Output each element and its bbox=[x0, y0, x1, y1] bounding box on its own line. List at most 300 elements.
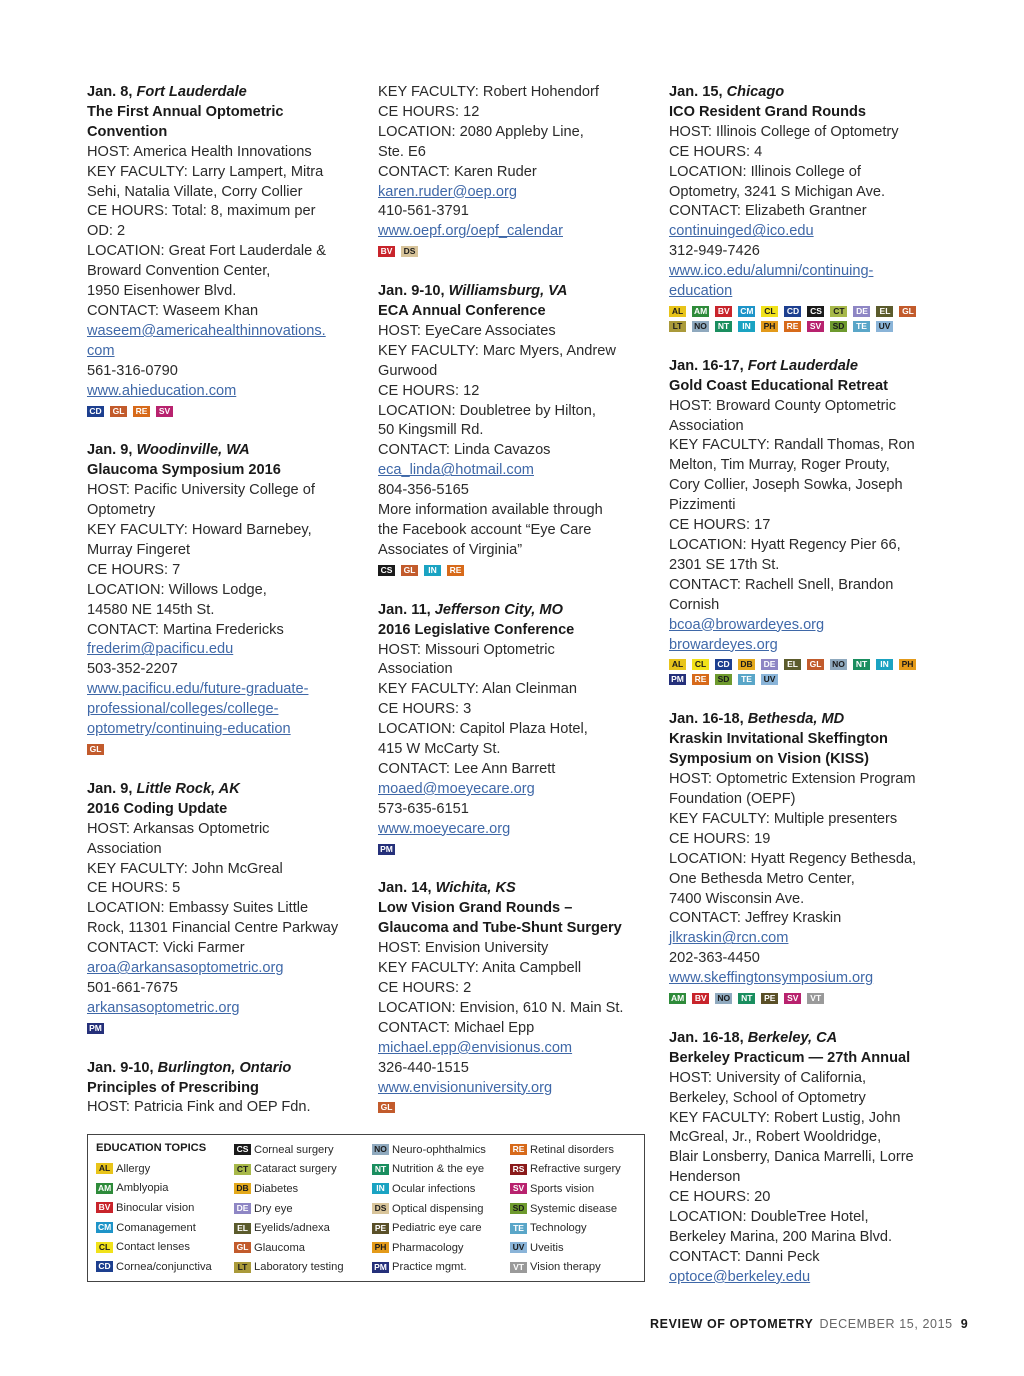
event-link[interactable]: moaed@moeyecare.org bbox=[378, 780, 535, 797]
event-listing bbox=[87, 1059, 357, 1119]
event-date: Jan. 16-17, Fort Lauderdale bbox=[669, 357, 858, 374]
event-location-city: Wichita, KS bbox=[435, 880, 516, 897]
topic-badges bbox=[669, 989, 929, 1009]
topic-badge-nt: NT bbox=[738, 993, 755, 1004]
topic-badges bbox=[87, 402, 347, 422]
event-title: Symposium on Vision (KISS) bbox=[669, 751, 870, 768]
event-link[interactable]: education bbox=[669, 283, 733, 300]
event-location-city: Bethesda, MD bbox=[747, 711, 845, 728]
event-title: ICO Resident Grand Rounds bbox=[669, 103, 867, 120]
event-detail: 1950 Eisenhower Blvd. bbox=[87, 283, 237, 300]
topic-badge-el: EL bbox=[876, 306, 893, 317]
event-detail: 415 W McCarty St. bbox=[378, 741, 501, 758]
topic-badge-bv: BV bbox=[378, 246, 395, 257]
event-detail: KEY FACULTY: Larry Lampert, Mitra bbox=[87, 163, 324, 180]
legend-item bbox=[372, 1179, 486, 1199]
event-detail: Association bbox=[87, 840, 162, 857]
event-title: Gold Coast Educational Retreat bbox=[669, 377, 888, 394]
legend-column bbox=[510, 1140, 621, 1277]
event-detail: CONTACT: Waseem Khan bbox=[87, 302, 259, 319]
legend-label: Neuro-ophthalmics bbox=[392, 1143, 486, 1156]
event-detail: Sehi, Natalia Villate, Corry Collier bbox=[87, 183, 303, 200]
legend-label: Optical dispensing bbox=[392, 1202, 484, 1215]
event-detail: KEY FACULTY: Marc Myers, Andrew bbox=[378, 342, 616, 359]
topic-badge-bv: BV bbox=[692, 993, 709, 1004]
topic-badge-gl: GL bbox=[378, 1102, 395, 1113]
legend-item bbox=[510, 1258, 621, 1278]
event-link[interactable]: eca_linda@hotmail.com bbox=[378, 462, 534, 479]
topic-badge-uv: UV bbox=[761, 674, 778, 685]
event-detail: Blair Lonsberry, Danica Marrelli, Lorre bbox=[669, 1149, 914, 1166]
topic-badge-gl: GL bbox=[807, 659, 824, 670]
topic-badge-ct: CT bbox=[234, 1164, 251, 1175]
event-detail: CONTACT: Martina Fredericks bbox=[87, 621, 284, 638]
event-detail: 326-440-1515 bbox=[378, 1059, 469, 1076]
event-listing bbox=[378, 83, 648, 262]
topic-badge-pe: PE bbox=[761, 993, 778, 1004]
event-detail: CONTACT: Karen Ruder bbox=[378, 163, 537, 180]
event-date: Jan. 14, Wichita, KS bbox=[378, 880, 516, 897]
topic-badge-ph: PH bbox=[899, 659, 916, 670]
event-detail: LOCATION: 2080 Appleby Line, bbox=[378, 123, 584, 140]
topic-badge-cs: CS bbox=[807, 306, 824, 317]
topic-badge-cl: CL bbox=[96, 1242, 113, 1253]
legend-item bbox=[510, 1218, 621, 1238]
legend-label: Laboratory testing bbox=[254, 1261, 344, 1274]
topic-badge-cd: CD bbox=[784, 306, 801, 317]
event-location-city: Chicago bbox=[726, 84, 785, 100]
legend-label: Sports vision bbox=[530, 1182, 595, 1195]
event-detail: 7400 Wisconsin Ave. bbox=[669, 890, 805, 907]
topic-badge-te: TE bbox=[510, 1223, 527, 1234]
topic-badge-cm: CM bbox=[98, 1222, 112, 1233]
event-location-city: Williamsburg, VA bbox=[448, 283, 568, 300]
event-detail: LOCATION: DoubleTree Hotel, bbox=[669, 1209, 869, 1226]
event-link[interactable]: browardeyes.org bbox=[669, 636, 778, 653]
event-link[interactable]: optoce@berkeley.edu bbox=[669, 1268, 811, 1285]
event-link[interactable]: www.ico.edu/alumni/continuing- bbox=[669, 263, 874, 280]
topic-badge-am: AM bbox=[98, 1182, 112, 1193]
topic-badge-gl: GL bbox=[401, 565, 418, 576]
event-detail: Association bbox=[378, 661, 453, 678]
legend-label: Ocular infections bbox=[392, 1182, 476, 1195]
event-detail: Pizzimenti bbox=[669, 497, 736, 514]
event-link[interactable]: professional/colleges/college- bbox=[87, 701, 279, 718]
event-link[interactable]: waseem@americahealthinnovations. bbox=[87, 322, 326, 339]
event-detail: 50 Kingsmill Rd. bbox=[378, 422, 484, 439]
event-title: Convention bbox=[87, 123, 168, 140]
topic-badge-no: NO bbox=[830, 659, 847, 670]
event-detail: KEY FACULTY: Robert Lustig, John bbox=[669, 1109, 901, 1126]
event-title: Principles of Prescribing bbox=[87, 1079, 259, 1096]
event-detail: Foundation (OEPF) bbox=[669, 790, 796, 807]
topic-badge-al: AL bbox=[669, 306, 686, 317]
topic-badge-sv: SV bbox=[807, 321, 824, 332]
topic-badge-al: AL bbox=[96, 1163, 113, 1174]
event-date: Jan. 11, Jefferson City, MO bbox=[378, 601, 563, 618]
legend-label: Allergy bbox=[116, 1162, 151, 1175]
topic-badges bbox=[378, 1098, 638, 1118]
event-link[interactable]: www.ahieducation.com bbox=[87, 382, 237, 399]
event-detail: CE HOURS: 19 bbox=[669, 830, 771, 847]
event-detail: CONTACT: Michael Epp bbox=[378, 1019, 535, 1036]
event-detail: HOST: Envision University bbox=[378, 940, 549, 957]
listing-column-3 bbox=[669, 83, 939, 1308]
event-detail: 2301 SE 17th St. bbox=[669, 556, 780, 573]
event-date: Jan. 16-18, Berkeley, CA bbox=[669, 1029, 838, 1046]
event-detail: Melton, Tim Murray, Roger Prouty, bbox=[669, 457, 890, 474]
event-link[interactable]: www.pacificu.edu/future-graduate- bbox=[87, 681, 309, 698]
event-detail: CE HOURS: 4 bbox=[669, 143, 763, 160]
topic-badge-uv: UV bbox=[510, 1242, 527, 1253]
legend-item bbox=[234, 1218, 344, 1238]
topic-badges bbox=[669, 302, 929, 337]
event-listing bbox=[87, 780, 357, 1039]
legend-label: Practice mgmt. bbox=[392, 1261, 467, 1274]
event-detail: Association bbox=[669, 417, 744, 434]
event-detail: LOCATION: Hyatt Regency Bethesda, bbox=[669, 850, 917, 867]
event-detail: KEY FACULTY: Robert Hohendorf bbox=[378, 84, 599, 100]
legend-label: Retinal disorders bbox=[530, 1143, 614, 1156]
legend-item bbox=[510, 1140, 621, 1160]
event-detail: CONTACT: Jeffrey Kraskin bbox=[669, 910, 842, 927]
topic-badge-sv: SV bbox=[510, 1183, 527, 1194]
event-detail: KEY FACULTY: Howard Barnebey, bbox=[87, 522, 312, 539]
event-title: 2016 Legislative Conference bbox=[378, 621, 575, 638]
event-detail: CONTACT: Linda Cavazos bbox=[378, 442, 551, 459]
event-detail: LOCATION: Great Fort Lauderdale & bbox=[87, 243, 327, 260]
event-detail: CE HOURS: 3 bbox=[378, 701, 472, 718]
event-title: The First Annual Optometric bbox=[87, 103, 284, 120]
event-link[interactable]: www.oepf.org/oepf_calendar bbox=[378, 223, 563, 240]
event-detail: HOST: Illinois College of Optometry bbox=[669, 123, 899, 140]
topic-badge-pm: PM bbox=[87, 1023, 104, 1034]
event-listing bbox=[669, 710, 939, 1009]
event-detail: CE HOURS: Total: 8, maximum per bbox=[87, 203, 316, 220]
topic-badge-lt: LT bbox=[669, 321, 686, 332]
topic-badge-cl: CL bbox=[692, 659, 709, 670]
legend-label: Nutrition & the eye bbox=[392, 1163, 485, 1176]
legend-label: Uveitis bbox=[530, 1241, 564, 1254]
event-detail: Gurwood bbox=[378, 362, 438, 379]
event-detail: Associates of Virginia” bbox=[378, 541, 523, 558]
event-detail: Optometry bbox=[87, 502, 156, 519]
event-detail: 503-352-2207 bbox=[87, 661, 178, 678]
event-detail: Berkeley, School of Optometry bbox=[669, 1089, 866, 1106]
legend-label: Comanagement bbox=[116, 1221, 196, 1234]
event-detail: 14580 NE 145th St. bbox=[87, 601, 215, 618]
event-listing bbox=[669, 83, 939, 337]
event-listing bbox=[87, 441, 357, 760]
topic-badge-uv: UV bbox=[876, 321, 893, 332]
event-detail: CE HOURS: 2 bbox=[378, 980, 472, 997]
event-detail: Rock, 11301 Financial Centre Parkway bbox=[87, 920, 339, 937]
topic-badges bbox=[87, 740, 347, 760]
event-detail: HOST: America Health Innovations bbox=[87, 143, 312, 160]
event-title: Glaucoma Symposium 2016 bbox=[87, 462, 281, 479]
event-detail: LOCATION: Envision, 610 N. Main St. bbox=[378, 999, 624, 1016]
legend-item bbox=[234, 1140, 344, 1160]
event-detail: Broward Convention Center, bbox=[87, 263, 271, 280]
event-detail: One Bethesda Metro Center, bbox=[669, 870, 855, 887]
topic-badge-cm: CM bbox=[740, 305, 754, 316]
legend-label: Cataract surgery bbox=[254, 1163, 337, 1176]
legend-label: Vision therapy bbox=[530, 1261, 601, 1274]
event-detail: CE HOURS: 5 bbox=[87, 880, 181, 897]
event-detail: LOCATION: Capitol Plaza Hotel, bbox=[378, 721, 588, 738]
event-date: Jan. 9, Little Rock, AK bbox=[87, 780, 240, 797]
event-link[interactable]: www.skeffingtonsymposium.org bbox=[669, 970, 874, 987]
event-detail: CE HOURS: 20 bbox=[669, 1189, 771, 1206]
legend-title: EDUCATION TOPICS bbox=[96, 1142, 207, 1154]
legend-item bbox=[510, 1238, 621, 1258]
topic-badge-cd: CD bbox=[87, 406, 104, 417]
legend-label: Corneal surgery bbox=[254, 1143, 334, 1156]
event-detail: 312-949-7426 bbox=[669, 243, 760, 260]
topic-badge-re: RE bbox=[133, 406, 150, 417]
legend-item bbox=[96, 1179, 212, 1199]
event-detail: 202-363-4450 bbox=[669, 950, 760, 967]
event-detail: KEY FACULTY: Multiple presenters bbox=[669, 810, 898, 827]
event-title: Berkeley Practicum — 27th Annual bbox=[669, 1049, 911, 1066]
legend-item bbox=[510, 1179, 621, 1199]
event-date: Jan. 16-18, Bethesda, MD bbox=[669, 711, 845, 728]
legend-label: Amblyopia bbox=[116, 1182, 169, 1195]
event-listing bbox=[669, 357, 939, 691]
topic-badge-de: DE bbox=[761, 659, 778, 670]
page-number: 9 bbox=[960, 1317, 968, 1331]
topic-badges bbox=[87, 1019, 347, 1039]
topic-badge-am: AM bbox=[694, 305, 708, 316]
legend-item bbox=[96, 1218, 212, 1238]
legend-item bbox=[234, 1199, 344, 1219]
event-detail: Cory Collier, Joseph Sowka, Joseph bbox=[669, 477, 903, 494]
topic-badge-no: NO bbox=[715, 993, 732, 1004]
event-listing bbox=[378, 879, 648, 1118]
event-detail: HOST: Missouri Optometric bbox=[378, 641, 555, 658]
event-detail: HOST: Pacific University College of bbox=[87, 482, 315, 499]
event-detail: KEY FACULTY: Anita Campbell bbox=[378, 960, 582, 977]
legend-label: Glaucoma bbox=[254, 1241, 305, 1254]
topic-badge-ph: PH bbox=[372, 1242, 389, 1253]
publication-name: REVIEW OF OPTOMETRY bbox=[650, 1317, 814, 1331]
event-detail: 573-635-6151 bbox=[378, 800, 469, 817]
topic-badges bbox=[378, 242, 638, 262]
legend-label: Pharmacology bbox=[392, 1241, 464, 1254]
topic-badge-db: DB bbox=[234, 1183, 251, 1194]
legend-item bbox=[372, 1160, 486, 1180]
event-link[interactable]: aroa@arkansasoptometric.org bbox=[87, 960, 284, 977]
legend-label: Binocular vision bbox=[116, 1201, 195, 1214]
legend-label: Cornea/conjunctiva bbox=[116, 1260, 212, 1273]
event-detail: LOCATION: Hyatt Regency Pier 66, bbox=[669, 537, 901, 554]
legend-label: Eyelids/adnexa bbox=[254, 1222, 330, 1235]
event-location-city: Fort Lauderdale bbox=[747, 357, 858, 374]
event-detail: KEY FACULTY: John McGreal bbox=[87, 860, 283, 877]
legend-item bbox=[372, 1140, 486, 1160]
event-detail: Cornish bbox=[669, 596, 720, 613]
event-title: Glaucoma and Tube-Shunt Surgery bbox=[378, 920, 622, 937]
event-detail: LOCATION: Illinois College of bbox=[669, 163, 861, 180]
event-detail: More information available through bbox=[378, 502, 603, 519]
topic-badge-gl: GL bbox=[234, 1242, 251, 1253]
event-detail: HOST: Arkansas Optometric bbox=[87, 820, 270, 837]
topic-badge-ds: DS bbox=[401, 246, 418, 257]
event-detail: 410-561-3791 bbox=[378, 203, 469, 220]
event-date: Jan. 9-10, Williamsburg, VA bbox=[378, 283, 568, 300]
event-detail: KEY FACULTY: Randall Thomas, Ron bbox=[669, 437, 915, 454]
legend-label: Refractive surgery bbox=[530, 1163, 621, 1176]
topic-badge-sv: SV bbox=[156, 406, 173, 417]
legend-item bbox=[234, 1258, 344, 1278]
event-detail: Ste. E6 bbox=[378, 143, 426, 160]
event-detail: CE HOURS: 12 bbox=[378, 103, 480, 120]
legend-label: Dry eye bbox=[254, 1202, 293, 1215]
topic-badge-nt: NT bbox=[372, 1164, 389, 1175]
event-link[interactable]: www.moeyecare.org bbox=[378, 820, 511, 837]
event-link[interactable]: karen.ruder@oep.org bbox=[378, 183, 517, 200]
topic-badge-in: IN bbox=[738, 321, 755, 332]
legend-item bbox=[234, 1179, 344, 1199]
topic-badge-el: EL bbox=[784, 659, 801, 670]
event-link[interactable]: www.envisionuniversity.org bbox=[378, 1079, 553, 1096]
legend-label: Diabetes bbox=[254, 1182, 299, 1195]
topic-badge-no: NO bbox=[692, 321, 709, 332]
topic-badge-sv: SV bbox=[784, 993, 801, 1004]
legend-label: Technology bbox=[530, 1222, 587, 1235]
event-link[interactable]: continuinged@ico.edu bbox=[669, 223, 814, 240]
event-detail: McGreal, Jr., Robert Wooldridge, bbox=[669, 1129, 882, 1146]
legend-item bbox=[234, 1160, 344, 1180]
event-location-city: Woodinville, WA bbox=[136, 442, 250, 459]
event-detail: CONTACT: Danni Peck bbox=[669, 1248, 820, 1265]
legend-item bbox=[510, 1199, 621, 1219]
topic-badge-re: RE bbox=[510, 1144, 527, 1155]
legend-column bbox=[96, 1159, 212, 1277]
event-title: ECA Annual Conference bbox=[378, 303, 546, 320]
topic-badge-bv: BV bbox=[715, 306, 732, 317]
event-title: Kraskin Invitational Skeffington bbox=[669, 731, 888, 748]
event-link[interactable]: jlkraskin@rcn.com bbox=[669, 930, 789, 947]
topic-badge-bv: BV bbox=[96, 1202, 113, 1213]
topic-badge-sd: SD bbox=[830, 321, 847, 332]
event-detail: 804-356-5165 bbox=[378, 482, 469, 499]
topic-badge-pm: PM bbox=[372, 1262, 389, 1273]
topic-badge-no: NO bbox=[372, 1144, 389, 1155]
legend-label: Contact lenses bbox=[116, 1241, 191, 1254]
event-detail: CE HOURS: 7 bbox=[87, 561, 181, 578]
topic-badge-ct: CT bbox=[830, 306, 847, 317]
event-link[interactable]: michael.epp@envisionus.com bbox=[378, 1039, 573, 1056]
legend-item bbox=[96, 1237, 212, 1257]
topic-badge-te: TE bbox=[738, 674, 755, 685]
event-location-city: Jefferson City, MO bbox=[434, 601, 563, 618]
event-detail: HOST: Optometric Extension Program bbox=[669, 771, 916, 788]
topic-badges bbox=[378, 840, 638, 860]
event-detail: HOST: Patricia Fink and OEP Fdn. bbox=[87, 1099, 311, 1116]
topic-badge-vt: VT bbox=[510, 1262, 527, 1273]
legend-item bbox=[372, 1199, 486, 1219]
topic-badge-de: DE bbox=[853, 306, 870, 317]
event-detail: CE HOURS: 17 bbox=[669, 517, 771, 534]
event-link[interactable]: com bbox=[87, 342, 115, 359]
event-detail: Berkeley Marina, 200 Marina Blvd. bbox=[669, 1228, 893, 1245]
topic-badge-ds: DS bbox=[372, 1203, 389, 1214]
topic-badge-vt: VT bbox=[807, 993, 824, 1004]
event-listing bbox=[669, 1029, 939, 1288]
legend-item bbox=[372, 1258, 486, 1278]
topic-badge-re: RE bbox=[692, 674, 709, 685]
topic-badge-in: IN bbox=[424, 565, 441, 576]
event-location-city: Burlington, Ontario bbox=[157, 1059, 292, 1076]
event-listing bbox=[87, 83, 357, 422]
topic-badge-el: EL bbox=[234, 1223, 251, 1234]
event-title: 2016 Coding Update bbox=[87, 800, 228, 817]
event-listing bbox=[378, 601, 648, 860]
event-detail: CE HOURS: 12 bbox=[378, 382, 480, 399]
event-detail: OD: 2 bbox=[87, 223, 126, 240]
event-detail: Optometry, 3241 S Michigan Ave. bbox=[669, 183, 886, 200]
event-detail: LOCATION: Embassy Suites Little bbox=[87, 900, 309, 917]
topic-badge-lt: LT bbox=[234, 1262, 251, 1273]
topic-badge-nt: NT bbox=[715, 321, 732, 332]
event-location-city: Little Rock, AK bbox=[136, 780, 240, 797]
event-location-city: Berkeley, CA bbox=[747, 1029, 838, 1046]
topic-badge-re: RE bbox=[447, 565, 464, 576]
event-detail: 501-661-7675 bbox=[87, 979, 178, 996]
topic-badge-am: AM bbox=[671, 993, 685, 1004]
event-detail: HOST: University of California, bbox=[669, 1069, 867, 1086]
education-topics-legend bbox=[87, 1134, 645, 1282]
issue-date: DECEMBER 15, 2015 bbox=[819, 1317, 953, 1331]
event-detail: 561-316-0790 bbox=[87, 362, 178, 379]
listing-column-1 bbox=[87, 83, 357, 1138]
event-date: Jan. 9-10, Burlington, Ontario bbox=[87, 1059, 292, 1076]
legend-item bbox=[96, 1198, 212, 1218]
legend-column bbox=[372, 1140, 486, 1277]
legend-item bbox=[372, 1218, 486, 1238]
event-detail: HOST: Broward County Optometric bbox=[669, 397, 897, 414]
topic-badge-cs: CS bbox=[378, 565, 395, 576]
event-detail: Murray Fingeret bbox=[87, 541, 190, 558]
legend-label: Pediatric eye care bbox=[392, 1222, 482, 1235]
legend-column bbox=[234, 1140, 344, 1277]
topic-badge-al: AL bbox=[669, 659, 686, 670]
legend-label: Systemic disease bbox=[530, 1202, 618, 1215]
legend-item bbox=[96, 1257, 212, 1277]
event-date: Jan. 9, Woodinville, WA bbox=[87, 442, 250, 459]
legend-item bbox=[234, 1238, 344, 1258]
topic-badge-te: TE bbox=[853, 321, 870, 332]
topic-badge-pm: PM bbox=[669, 674, 686, 685]
topic-badge-re: RE bbox=[784, 321, 801, 332]
event-detail: LOCATION: Doubletree by Hilton, bbox=[378, 402, 596, 419]
page-footer bbox=[650, 1317, 968, 1331]
topic-badge-cd: CD bbox=[96, 1261, 113, 1272]
event-link[interactable]: frederim@pacificu.edu bbox=[87, 641, 234, 658]
event-link[interactable]: arkansasoptometric.org bbox=[87, 999, 240, 1016]
event-detail: KEY FACULTY: Alan Cleinman bbox=[378, 681, 578, 698]
event-link[interactable]: optometry/continuing-education bbox=[87, 721, 291, 738]
topic-badge-cl: CL bbox=[761, 306, 778, 317]
event-title: Low Vision Grand Rounds – bbox=[378, 900, 573, 917]
topic-badge-rs: RS bbox=[510, 1164, 527, 1175]
topic-badge-nt: NT bbox=[853, 659, 870, 670]
event-link[interactable]: bcoa@browardeyes.org bbox=[669, 616, 825, 633]
topic-badge-db: DB bbox=[738, 659, 755, 670]
event-detail: CONTACT: Vicki Farmer bbox=[87, 940, 245, 957]
event-listing bbox=[378, 282, 648, 581]
